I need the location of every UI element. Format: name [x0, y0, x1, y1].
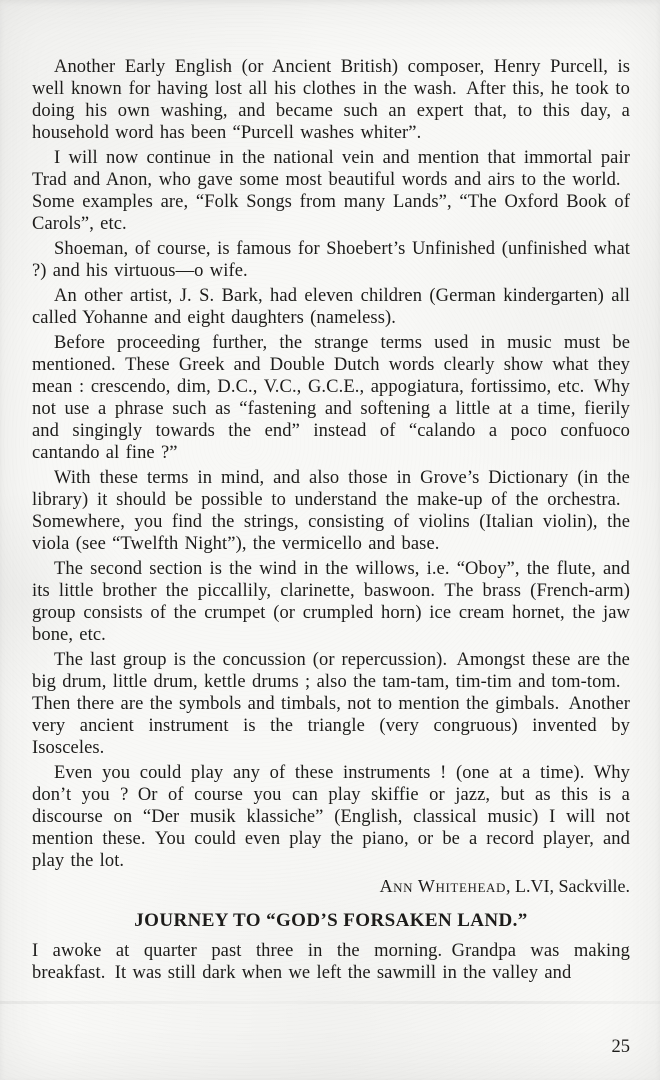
- paragraph-purcell: Another Early English (or Ancient British) composer, Henry Purcell, is well known for having lost all his clothes in the wash. After this, he took to doing his own washing, and became such an expert that, to this day, a household word has been “Purcell washes whiter”.: [32, 57, 630, 143]
- page-number: 25: [611, 1037, 630, 1057]
- byline-author: Ann Whitehead: [379, 876, 507, 896]
- paragraph-wind-section: The second section is the wind in the willows, i.e. “Oboy”, the flute, and its little brother the piccallily, clarinette, baswoon. The brass (French-arm) group consists of the crumpet (or crumpled horn) ice cream hornet, the jaw bone, etc.: [32, 559, 630, 645]
- article-music-essay: [32, 56, 630, 897]
- byline-detail: , L.VI, Sackville.: [506, 876, 630, 896]
- paragraph-play-instruments: Even you could play any of these instruments ! (one at a time). Why don’t you ? Or of course you can play skiffie or jazz, but as this is a discourse on “Der musik klassiche” (English, classical music) I will not mention these. You could even play the piano, or be a record player, and play the lot.: [32, 763, 630, 871]
- paragraph-bark: An other artist, J. S. Bark, had eleven children (German kindergarten) all called Yohanne and eight daughters (nameless).: [32, 286, 630, 328]
- paragraph-shoeman: Shoeman, of course, is famous for Shoebert’s Unfinished (unfinished what ?) and his virtuous—o wife.: [32, 239, 630, 281]
- paragraph-journey-opening: I awoke at quarter past three in the morning. Grandpa was making breakfast. It was still dark when we left the sawmill in the valley and: [32, 941, 630, 983]
- article-heading: JOURNEY TO “GOD’S FORSAKEN LAND.”: [134, 910, 528, 931]
- article-journey: [32, 910, 630, 984]
- paragraph-percussion: The last group is the concussion (or repercussion). Amongst these are the big drum, little drum, kettle drums ; also the tam-tam, tim-tim and tom-tom. Then there are the symbols and timbals, not to mention the gimbals. Another very ancient instrument is the triangle (very congruous) invented by Isosceles.: [32, 650, 630, 758]
- paragraph-trad-anon: I will now continue in the national vein and mention that immortal pair Trad and Anon, who gave some most beautiful words and airs to the world. Some examples are, “Folk Songs from many Lands”, “The Oxford Book of Carols”, etc.: [32, 148, 630, 234]
- paragraph-strange-terms: Before proceeding further, the strange terms used in music must be mentioned. These Greek and Double Dutch words clearly show what they mean : crescendo, dim, D.C., V.C., G.C.E., appogiatura, fortissimo, etc. Why not use a phrase such as “fastening and softening a little at a time, fierily and singingly towards the end” instead of “calando a poco confuoco cantando al fine ?”: [32, 333, 630, 463]
- paragraph-orchestra-strings: With these terms in mind, and also those in Grove’s Dictionary (in the library) it should be possible to understand the make-up of the orchestra. Somewhere, you find the strings, consisting of violins (Italian violin), the viola (see “Twelfth Night”), the vermicello and base.: [32, 468, 630, 554]
- byline: [32, 875, 630, 897]
- scan-artifact-streak: [0, 1001, 660, 1004]
